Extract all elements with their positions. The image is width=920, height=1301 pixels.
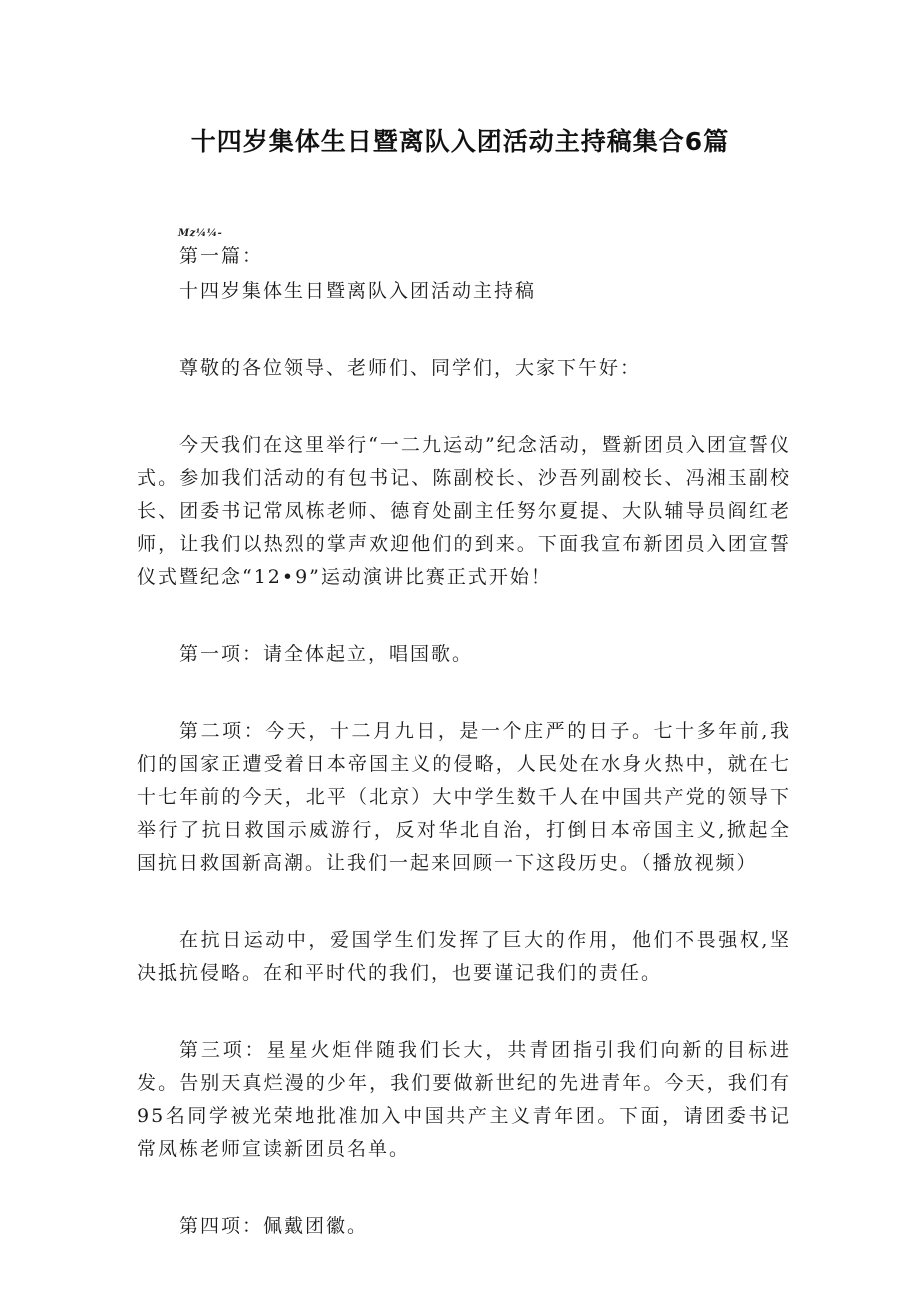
section-heading: 第一篇：: [179, 245, 264, 267]
paragraph: 第三项：星星火炬伴随我们长大，共青团指引我们向新的目标进发。告别天真烂漫的少年，我们要做新世纪的先进青年。今天，我们有95名同学被光荣地批准加入中国共产主义青年团。下面，请团委书记常凤栋老师宣读新团员名单。: [137, 1039, 791, 1160]
paragraph: 第二项：今天，十二月九日，是一个庄严的日子。七十多年前,我们的国家正遭受着日本帝国主义的侵略，人民处在水身火热中，就在七十七年前的今天，北平（北京）大中学生数千人在中国共产党的领导下举行了抗日救国示威游行，反对华北自治，打倒日本帝国主义,掀起全国抗日救国新高潮。让我们一起来回顾一下这段历史。（播放视频）: [137, 720, 791, 874]
paragraph: 第四项：佩戴团徽。: [179, 1215, 369, 1237]
section-subtitle: 十四岁集体生日暨离队入团活动主持稿: [179, 280, 537, 302]
paragraph: 在抗日运动中，爱国学生们发挥了巨大的作用，他们不畏强权,坚决抵抗侵略。在和平时代的我们，也要谨记我们的责任。: [137, 929, 791, 984]
stamp-mark: Mz¼¼-: [178, 228, 223, 239]
paragraph: 今天我们在这里举行“一二九运动”纪念活动，暨新团员入团宣誓仪式。参加我们活动的有包书记、陈副校长、沙吾列副校长、冯湘玉副校长、团委书记常凤栋老师、德育处副主任努尔夏提、大队辅导员阎红老师，让我们以热烈的掌声欢迎他们的到来。下面我宣布新团员入团宣誓仪式暨纪念“12•9”运动演讲比赛正式开始！: [137, 434, 791, 588]
document-title: 十四岁集体生日暨离队入团活动主持稿集合6篇: [190, 127, 730, 156]
greeting: 尊敬的各位领导、老师们、同学们，大家下午好：: [179, 357, 642, 379]
paragraph: 第一项：请全体起立，唱国歌。: [179, 643, 474, 665]
document-body: [137, 240, 791, 1243]
